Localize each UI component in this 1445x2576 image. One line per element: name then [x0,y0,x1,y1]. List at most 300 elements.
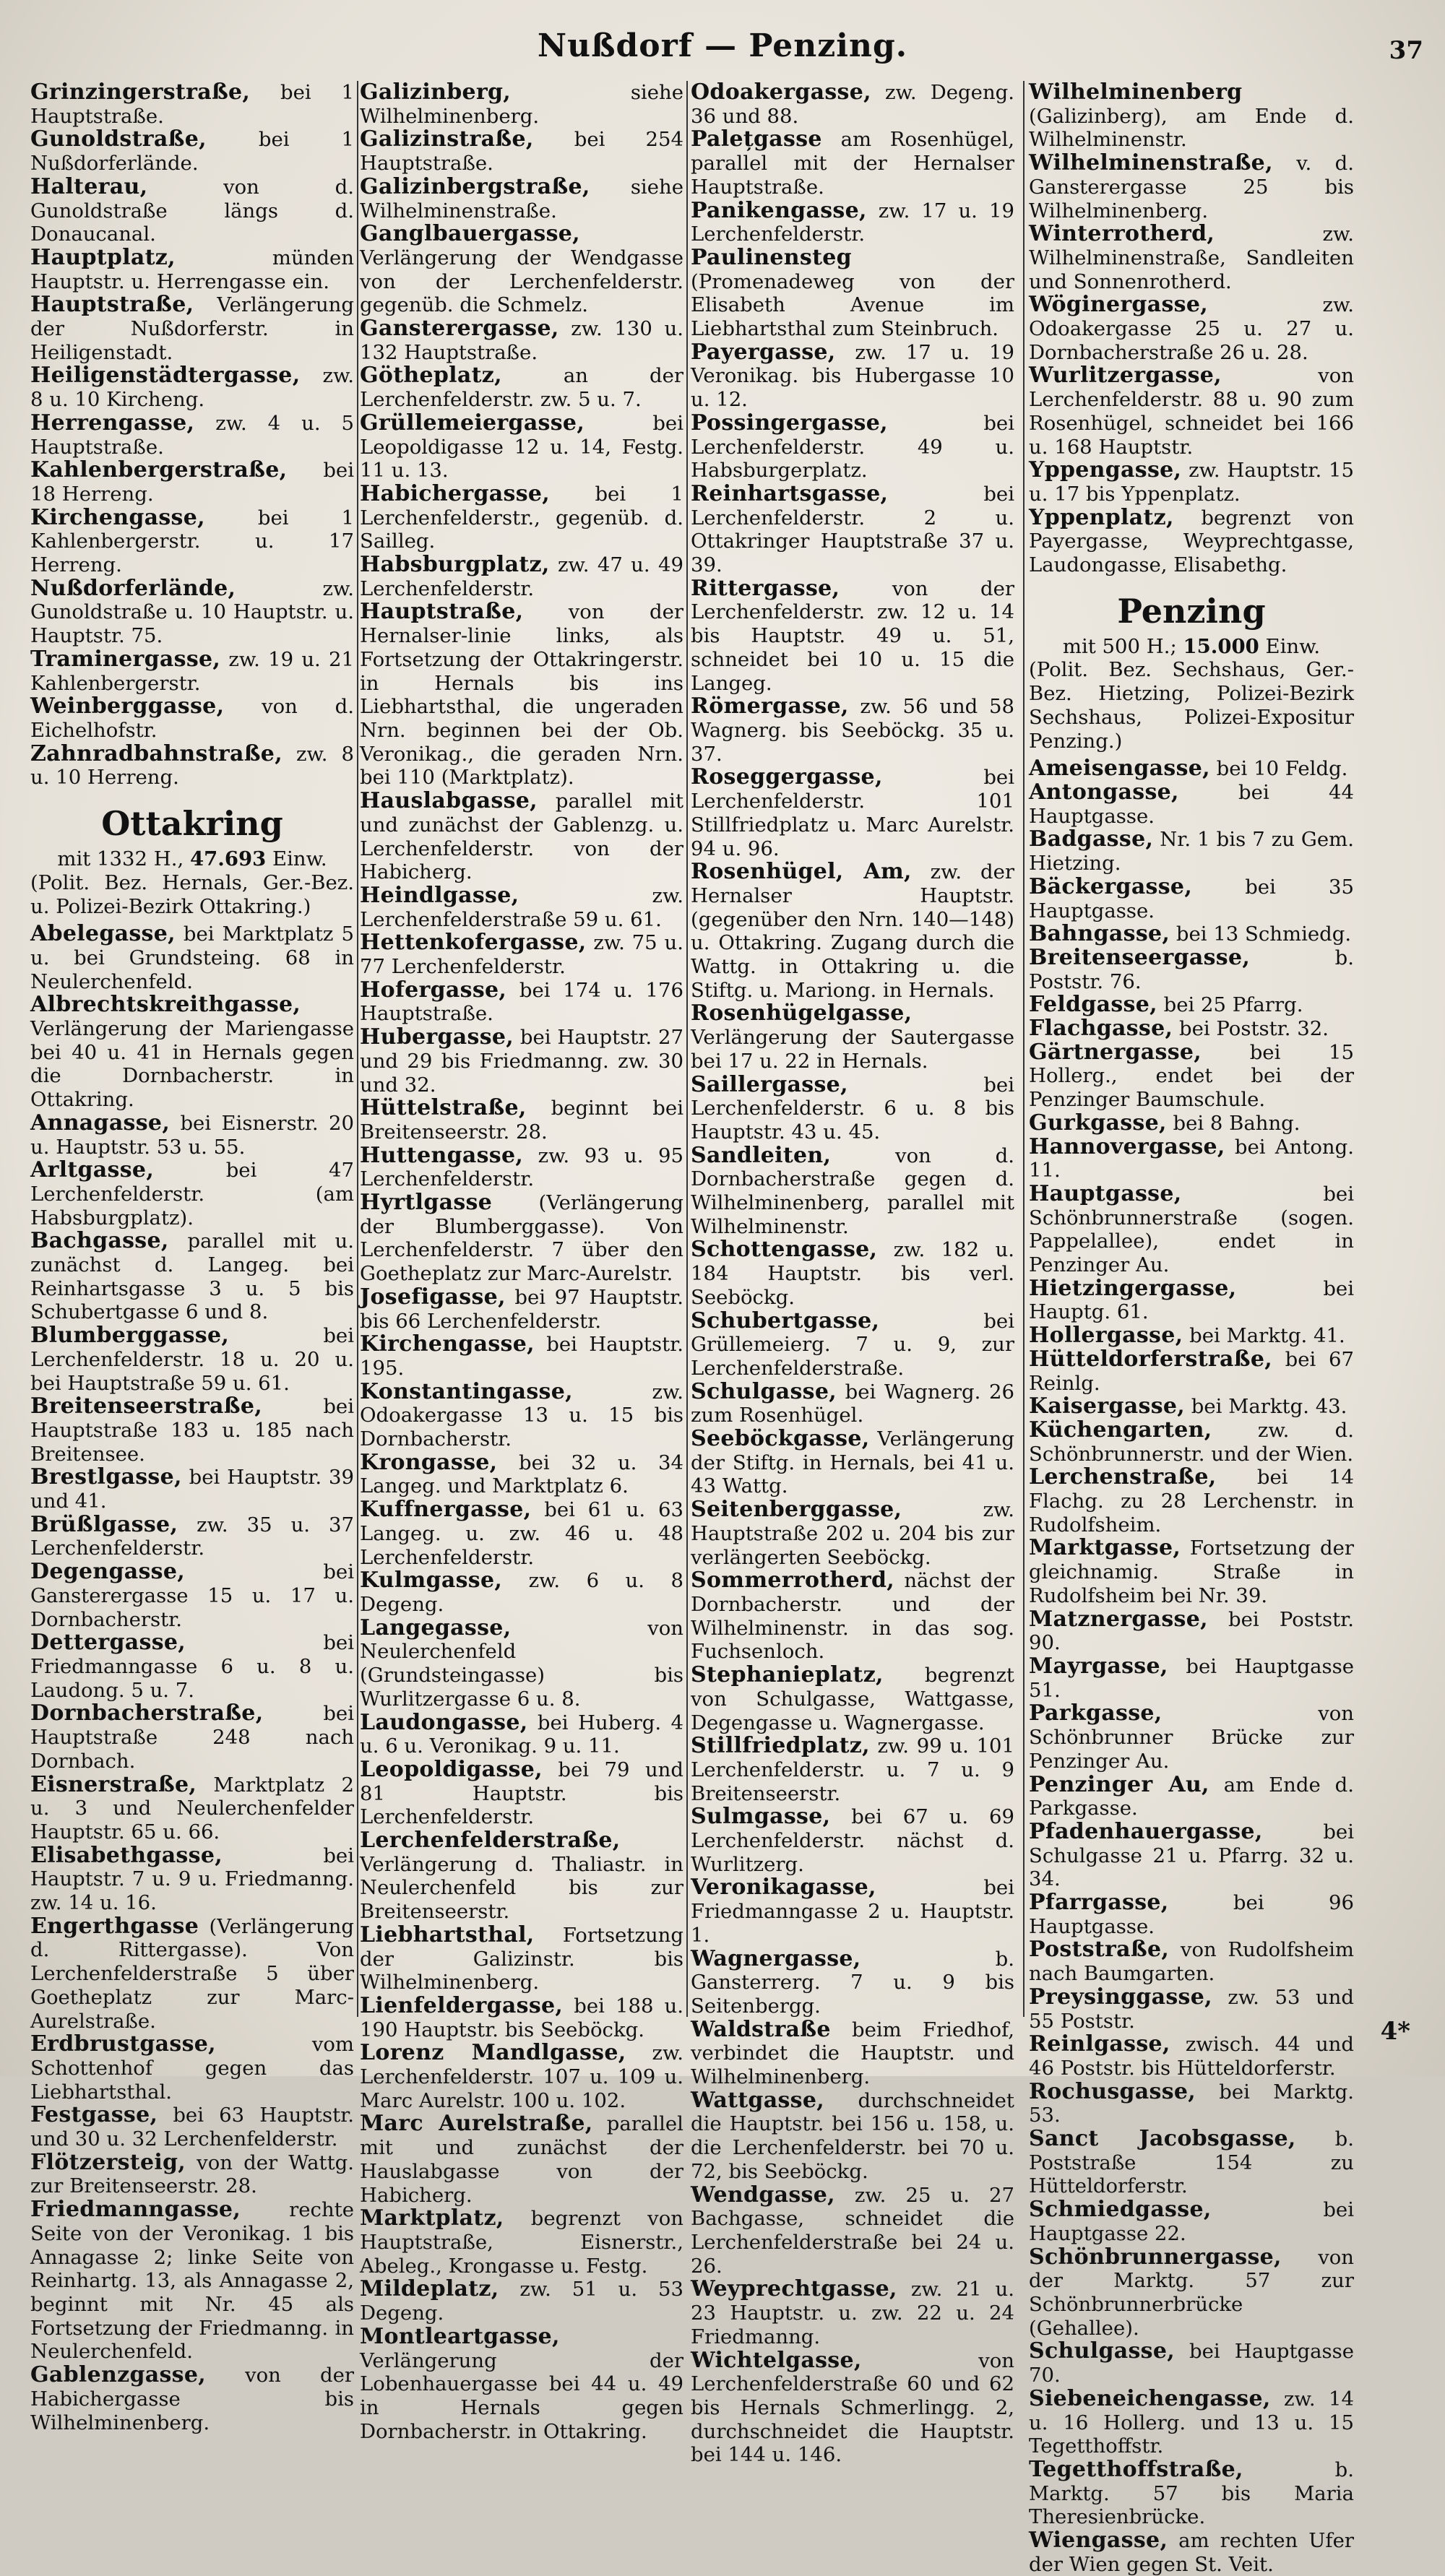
street-description: bei Eisnerstr. 20 u. Hauptstr. 53 u. 55. [30,1111,354,1159]
street-description: bei 188 u. 190 Hauptstr. bis Seeböckg. [360,1994,683,2041]
street-entry [360,1191,683,1286]
street-name: Waldstraße [691,2016,831,2042]
street-entry [1029,1324,1354,1348]
street-entry [30,1324,354,1395]
street-description: zw. Degeng. 36 und 88. [691,81,1014,128]
street-description: von d. Dornbacherstraße gegen d. Wilhelminenberg, parallel mit Wilhelminenstr. [691,1144,1014,1238]
street-name: Weinberggasse, [30,693,225,719]
street-description: beim Friedhof, verbindet die Hauptstr. und Wilhelminenberg. [691,2018,1014,2089]
street-entry [360,1333,683,1380]
street-entry [1029,1277,1354,1324]
street-description: bei 96 Hauptgasse. [1029,1891,1354,1938]
street-name: Feldgasse, [1029,992,1157,1018]
street-description: Verlängerung der Mariengasse bei 40 u. 41 in Hernals gegen die Dornbacherstr. in Ottakring. [30,1017,354,1112]
street-entry [360,2207,683,2278]
section-inhabitants: 47.693 [190,847,267,871]
street-entry [1029,1820,1354,1891]
street-name: Saillergasse, [691,1071,848,1097]
street-name: Paulinensteg [691,244,852,270]
street-name: Laudongasse, [360,1709,528,1735]
street-name: Wendgasse, [691,2182,835,2208]
street-entry [1029,2387,1354,2458]
street-description: von d. Eichelhofstr. [30,695,354,742]
street-name: Leopoldigasse, [360,1756,543,1782]
street-entry [691,2018,1014,2089]
street-name: Marktgasse, [1029,1535,1181,1561]
street-description: bei Lerchenfelderstr. 49 u. Habsburgerplatz. [691,411,1014,483]
street-description: am rechten Ufer der Wien gegen St. Veit. [1029,2529,1354,2576]
street-name: Schmiedgasse, [1029,2197,1212,2223]
street-description: bei Lerchenfelderstr. 101 Stillfriedplatz u. Marc Aurelstr. 94 u. 96. [691,766,1014,860]
street-entry [360,2325,683,2444]
street-description: bei 67 u. 69 Lerchenfelderstr. nächst d. Wurlitzerg. [691,1805,1014,1876]
street-description: von der Lerchenfelderstr. zw. 12 u. 14 bis Hauptstr. 49 u. 51, schneidet bei 10 u. 15 die Langeg. [691,576,1014,695]
street-description: zw. 56 und 58 Wagnerg. bis Seeböckg. 35 u. 37. [691,695,1014,766]
street-description: siehe Wilhelminenstraße. [360,175,683,222]
signature-mark: 4* [1380,2017,1410,2046]
section-houses: mit 500 H.; [1062,634,1183,658]
street-entry [1029,1608,1354,1655]
street-entry [360,173,683,222]
street-description: von der Marktg. 57 zur Schönbrunnerbrücke (Gehallee). [1029,2245,1354,2340]
street-description: b. Poststr. 76. [1029,946,1354,993]
street-entry [360,1097,683,1144]
street-entry [30,293,354,364]
street-description: b. Gansterrerg. 7 u. 9 bis Seitenbergg. [691,1947,1014,2018]
street-name: Bahngasse, [1029,921,1170,947]
street-entry [30,1466,354,1513]
street-entry [1029,506,1354,577]
street-description: bei 47 Lerchenfelderstr. (am Habsburgplatz). [30,1159,354,1229]
street-name: Hauptgasse, [1029,1180,1182,1206]
street-name: Payergasse, [691,339,836,365]
street-description: zw. 8 u. 10 Herreng. [30,742,354,790]
street-name: Eisnerstraße, [30,1771,197,1797]
street-description: durchschneidet die Hauptstr. bei 156 u. 158, u. die Lerchenfelderstr. bei 70 u. 72, bis Seeböckg. [691,2088,1014,2183]
street-description: zw. 93 u. 95 Lerchenfelderstr. [360,1144,683,1191]
street-entry [30,1112,354,1159]
street-name: Preysinggasse, [1029,1984,1212,2010]
street-name: Wagnergasse, [691,1945,861,1971]
street-description: bei Hauptg. 61. [1029,1276,1354,1324]
street-name: Hauptstraße, [360,599,524,625]
street-description: begrenzt von Hauptstraße, Eisnerstr., Abeleg., Krongasse u. Festg. [360,2207,683,2278]
street-description: bei Hauptgasse 51. [1029,1655,1354,1702]
street-name: Schulgasse, [691,1378,837,1404]
street-entry [1029,2080,1354,2127]
street-entry [360,553,683,600]
street-description: zw. 6 u. 8 Degeng. [360,1569,683,1616]
street-entry [691,766,1014,860]
street-description: zw. 47 u. 49 Lerchenfelderstr. [360,553,683,600]
street-description: Nr. 1 bis 7 zu Gem. Hietzing. [1029,828,1354,876]
street-entry [691,1238,1014,1309]
street-description: bei Poststr. 90. [1029,1607,1354,1655]
street-name: Herrengasse, [30,410,195,436]
street-description: Verlängerung der Sautergasse bei 17 u. 22 in Hernals. [691,1026,1014,1073]
street-name: Küchengarten, [1029,1417,1212,1443]
street-entry [360,2041,683,2112]
street-entry [1029,1655,1354,1702]
street-entry [1029,293,1354,364]
column-1 [30,79,354,2434]
street-name: Wurlitzergasse, [1029,363,1222,389]
street-entry [691,246,1014,341]
street-description: an der Lerchenfelderstr. zw. 5 u. 7. [360,364,683,412]
street-entry [1029,152,1354,222]
street-name: Friedmanngasse, [30,2197,241,2223]
street-description: zw. 17 u. 19 Veronikag. bis Hubergasse 10 u. 12. [691,340,1014,412]
street-name: Lerchenstraße, [1029,1464,1217,1490]
street-entry [360,1380,683,1451]
street-name: Marktplatz, [360,2205,504,2231]
street-description: zw. 51 u. 53 Degeng. [360,2278,683,2325]
street-entry [691,1734,1014,1805]
section-district-note: (Polit. Bez. Sechshaus, Ger.-Bez. Hietzing, Polizei-Bezirk Sechshaus, Polizei-Expositur Penzing.) [1029,658,1354,753]
street-name: Abelegasse, [30,921,176,947]
street-name: Winterrotherd, [1029,221,1215,247]
street-name: Blumberggasse, [30,1323,230,1349]
column-2 [360,79,683,2443]
street-description: bei Marktg. 41. [1183,1324,1345,1348]
street-entry [1029,1133,1354,1183]
street-description: zw. 8 u. 10 Kircheng. [30,364,354,412]
running-head: Nußdorf — Penzing. [537,27,908,64]
street-name: Stillfriedplatz, [691,1733,870,1759]
street-entry [691,128,1014,199]
street-name: Schubertgasse, [691,1308,880,1334]
street-description: parallel mit und zunächst der Gablenzg. u. Lerchenfelderstr. von der Habicherg. [360,790,683,884]
street-description: von der Wattg. zur Breitenseerstr. 28. [30,2151,354,2198]
street-entry [1029,1419,1354,1466]
street-description: bei 67 Reinlg. [1029,1347,1354,1395]
street-entry [1029,873,1354,922]
street-name: Possingergasse, [691,410,888,436]
street-entry [30,1513,354,1560]
street-description: parallel mit u. zunächst d. Langeg. bei Reinhartsgasse 3 u. 5 bis Schubertgasse 6 und 8. [30,1229,354,1324]
street-name: Seeböckgasse, [691,1426,870,1452]
street-name: Stephanieplatz, [691,1662,884,1688]
street-entry [30,2364,354,2434]
street-description: bei Gansterergasse 15 u. 17 u. Dornbacherstr. [30,1560,354,1631]
street-name: Arltgasse, [30,1157,155,1183]
street-name: Bäckergasse, [1029,873,1193,899]
street-description: bei 15 Hollerg., endet bei der Penzinger Baumschule. [1029,1040,1354,1112]
street-description: bei Schulgasse 21 u. Pfarrg. 32 u. 34. [1029,1820,1354,1891]
street-description: begrenzt von Schulgasse, Wattgasse, Degengasse u. Wagnergasse. [691,1664,1014,1734]
street-entry [1029,2529,1354,2576]
street-entry [691,81,1014,128]
street-description: bei 61 u. 63 Langeg. u. zw. 46 u. 48 Lerchenfelderstr. [360,1498,683,1569]
street-name: Kahlenbergerstraße, [30,457,288,483]
street-entry [1029,1773,1354,1820]
street-description: Marktplatz 2 u. 3 und Neulerchenfelder Hauptstr. 65 u. 66. [30,1773,354,1844]
street-description: zw. Hauptstr. 15 u. 17 bis Yppenplatz. [1029,459,1354,506]
street-name: Sommerrotherd, [691,1568,895,1594]
street-entry [1029,1938,1354,1985]
street-entry [360,790,683,884]
street-entry [1029,1180,1354,1277]
street-description: von Lerchenfelderstr. 88 u. 90 zum Rosenhügel, schneidet bei 166 u. 168 Hauptstr. [1029,364,1354,459]
street-name: Albrechtskreithgasse, [30,992,301,1018]
street-name: Heiligenstädtergasse, [30,363,301,389]
street-description: zw. Odoakergasse 25 u. 27 u. Dornbacherstraße 26 u. 28. [1029,293,1354,364]
street-name: Lienfeldergasse, [360,1992,564,2018]
street-entry [1029,993,1354,1017]
street-name: Hietzingergasse, [1029,1275,1237,1301]
street-description: zw. Lerchenfelderstr. 107 u. 109 u. Marc Aurelstr. 100 u. 102. [360,2041,683,2112]
street-name: Parkgasse, [1029,1700,1163,1726]
street-entry [360,317,683,364]
street-description: bei Friedmanngasse 2 u. Hauptstr. 1. [691,1876,1014,1947]
street-description: zwisch. 44 und 46 Poststr. bis Hütteldorferstr. [1029,2033,1354,2080]
street-description: Verlängerung der Wendgasse von der Lerchenfelderstr. gegenüb. die Schmelz. [360,246,683,317]
street-name: Yppengasse, [1029,457,1182,483]
street-description: bei Schönbrunnerstraße (sogen. Pappelallee), endet in Penzinger Au. [1029,1182,1354,1277]
street-name: Flötzersteig, [30,2149,186,2175]
street-description: von der Habichergasse bis Wilhelminenberg. [30,2364,354,2434]
street-entry [360,1758,683,1829]
street-description: bei 44 Hauptgasse. [1029,780,1354,828]
street-name: Reinlgasse, [1029,2031,1170,2057]
street-entry [30,577,354,648]
street-name: Galizinbergstraße, [360,173,590,199]
street-name: Sanct Jacobsgasse, [1029,2126,1296,2152]
street-entry [360,2112,683,2207]
street-entry [1029,222,1354,293]
street-description: bei 25 Pfarrg. [1157,993,1303,1017]
street-description: v. d. Gansterergasse 25 bis Wilhelminenberg. [1029,152,1354,222]
street-entry [691,2349,1014,2468]
street-description: Verlängerung der Lobenhauergasse bei 44 u. 49 in Hernals gegen Dornbacherstr. in Ottakring. [360,2348,683,2443]
street-name: Annagasse, [30,1110,171,1136]
street-name: Brestlgasse, [30,1464,182,1490]
street-name: Hofergasse, [360,977,507,1003]
street-name: Hettenkofergasse, [360,930,587,956]
street-description: zw. Hauptstraße 202 u. 204 bis zur verlängerten Seeböckg. [691,1498,1014,1569]
street-description: bei Hauptstr. 27 und 29 bis Friedmanng. zw. 30 und 32. [360,1026,683,1097]
street-entry [360,1994,683,2041]
street-entry [691,341,1014,412]
street-entry [360,480,683,553]
street-name: Hannovergasse, [1029,1133,1225,1159]
street-name: Ameisengasse, [1029,756,1210,782]
street-name: Palețgasse [691,126,822,152]
street-entry [30,173,354,246]
street-name: Gurkgasse, [1029,1110,1167,1136]
street-entry [30,1631,354,1702]
street-entry [691,1380,1014,1427]
street-description: von Rudolfsheim nach Baumgarten. [1029,1938,1354,1986]
street-entry [691,199,1014,246]
street-entry [30,2198,354,2364]
street-entry [691,1073,1014,1144]
street-description: von Schönbrunner Brücke zur Penzinger Au. [1029,1702,1354,1773]
street-name: Hubergasse, [360,1024,514,1050]
column-rule [357,81,358,2017]
street-name: Lorenz Mandlgasse, [360,2040,626,2066]
street-description: zw. 75 u. 77 Lerchenfelderstr. [360,931,683,979]
street-description: zw. 182 u. 184 Hauptstr. bis verl. Seeböckg. [691,1238,1014,1309]
street-name: Montleartgasse, [360,2323,560,2349]
street-entry [691,2278,1014,2348]
street-name: Panikengasse, [691,197,867,223]
street-entry [691,860,1014,1002]
street-entry [1029,1891,1354,1938]
street-description: von Lerchenfelderstraße 60 und 62 bis Hernals Schmerlingg. 2, durchschneidet die Hauptstr. bei 144 u. 146. [691,2348,1014,2467]
street-description: Verlängerung d. Thaliastr. in Neulerchenfeld bis zur Breitenseerstr. [360,1852,683,1924]
street-name: Breitenseerstraße, [30,1393,262,1419]
street-name: Römergasse, [691,693,849,719]
street-name: Dornbacherstraße, [30,1700,264,1726]
street-entry [360,979,683,1026]
street-entry [360,364,683,411]
street-name: Kirchengasse, [30,504,205,530]
street-description: zw. d. Schönbrunnerstr. und der Wien. [1029,1418,1354,1466]
street-description: von der Hernalser-linie links, als Fortsetzung der Ottakringerstr. in Hernals bis ins Liebhartsthal, die ungeraden Nrn. beginnen bei der Ob. Veronikag., die geraden Nrn. bei 110 (Marktplatz). [360,600,683,790]
street-entry [691,1002,1014,1073]
street-entry [30,1915,354,2033]
street-name: Pfadenhauergasse, [1029,1818,1263,1844]
street-entry [30,648,354,695]
street-description: bei Wagnerg. 26 zum Rosenhügel. [691,1380,1014,1427]
street-name: Antongasse, [1029,779,1179,805]
street-name: Schönbrunnergasse, [1029,2244,1282,2270]
street-description: zw. 21 u. 23 Hauptstr. u. zw. 22 u. 24 Friedmanng. [691,2278,1014,2348]
street-description: münden Hauptstr. u. Herrengasse ein. [30,246,354,293]
street-name: Hollergasse, [1029,1323,1183,1349]
street-entry [30,1844,354,1915]
street-name: Mildeplatz, [360,2276,499,2302]
street-description: zw. Wilhelminenstraße, Sandleiten und Sonnenrotherd. [1029,222,1354,293]
street-name: Sandleiten, [691,1142,832,1168]
street-description: von d. Gunoldstraße längs d. Donaucanal. [30,175,354,246]
street-name: Schottengasse, [691,1237,878,1263]
street-description: parallel mit und zunächst der Hauslabgasse von der Habicherg. [360,2112,683,2207]
street-entry [30,1159,354,1229]
section-title: Penzing [1117,591,1266,631]
street-entry [30,1560,354,1631]
street-description: begrenzt von Payergasse, Weyprechtgasse, Laudongasse, Elisabethg. [1029,506,1354,577]
street-entry [1029,922,1354,946]
street-description: zw. 19 u. 21 Kahlenbergerstr. [30,647,354,695]
street-entry [360,884,683,931]
street-description: bei 10 Feldg. [1209,757,1348,781]
street-entry [1029,757,1354,781]
street-entry [691,2184,1014,2278]
street-description: zw. Gunoldstraße u. 10 Hauptstr. u. Hauptstr. 75. [30,576,354,648]
street-entry [360,1829,683,1924]
street-description: zw. Lerchenfelderstraße 59 u. 61. [360,883,683,931]
section-population [1029,635,1354,659]
street-entry [360,222,683,317]
street-description: zw. 17 u. 19 Lerchenfelderstr. [691,199,1014,246]
street-description: zw. der Hernalser Hauptstr. (gegenüber den Nrn. 140—148) u. Ottakring. Zugang durch die Wattg. in Ottakring u. die Stiftg. u. Mariong. in Hernals. [691,860,1015,1002]
street-description: (Galizinberg), am Ende d. Wilhelminenstr. [1029,104,1354,152]
street-name: Heindlgasse, [360,882,519,908]
street-description: Fortsetzung der Galizinstr. bis Wilhelminenberg. [360,1923,683,1994]
street-name: Breitenseergasse, [1029,944,1251,970]
street-entry [691,1805,1014,1876]
street-description: bei 254 Hauptstraße. [360,128,683,176]
street-name: Reinhartsgasse, [691,480,889,506]
street-name: Rochusgasse, [1029,2078,1196,2104]
street-name: Wöginergasse, [1029,292,1208,318]
street-entry [691,1310,1014,1380]
street-entry [30,1702,354,1773]
street-entry [30,740,354,790]
street-description: bei 97 Hauptstr. bis 66 Lerchenfelderstr. [360,1285,683,1333]
street-description: bei 174 u. 176 Hauptstraße. [360,978,683,1026]
street-entry [30,128,354,175]
street-entry [30,993,354,1112]
street-name: Grinzingerstraße, [30,79,251,105]
street-description: rechte Seite von der Veronikag. 1 bis Annagasse 2; linke Seite von Reinhartg. 13, als Annagasse 2, beginnt mit Nr. 45 als Fortsetzung der Friedmanng. in Neulerchenfeld. [30,2198,354,2364]
street-name: Badgasse, [1029,826,1154,852]
section-district-note: (Polit. Bez. Hernals, Ger.-Bez. u. Polizei-Bezirk Ottakring.) [30,870,354,918]
street-description: bei Hauptstr. 39 und 41. [30,1466,354,1513]
street-name: Tegetthoffstraße, [1029,2456,1243,2482]
street-description: bei 1 Lerchenfelderstr., gegenüb. d. Sailleg. [360,482,683,553]
street-description: Verlängerung der Nußdorferstr. in Heiligenstadt. [30,293,354,364]
street-entry [360,1498,683,1569]
street-name: Hüttelstraße, [360,1095,527,1121]
street-entry [360,1569,683,1616]
street-description: bei Friedmanngasse 6 u. 8 u. Laudong. 5 u. 7. [30,1631,354,1702]
street-name: Wattgasse, [691,2087,824,2113]
street-description: bei 32 u. 34 Langeg. und Marktplatz 6. [360,1451,683,1498]
street-entry [1029,1041,1354,1112]
street-name: Hauptstraße, [30,292,194,318]
street-entry [1029,459,1354,506]
street-entry [360,2278,683,2325]
street-name: Langegasse, [360,1615,512,1641]
street-name: Galizinberg, [360,79,511,105]
street-description: vom Schottenhof gegen das Liebhartsthal. [30,2033,354,2104]
street-name: Lerchenfelderstraße, [360,1828,621,1854]
street-entry [30,2104,354,2151]
street-entry [360,1286,683,1333]
street-entry [691,1498,1014,1569]
street-name: Zahnradbahnstraße, [30,740,282,766]
street-name: Gärtnergasse, [1029,1039,1202,1065]
street-name: Degengasse, [30,1559,186,1585]
street-name: Bachgasse, [30,1228,169,1254]
street-entry [360,1026,683,1097]
street-entry [30,1395,354,1466]
street-name: Krongasse, [360,1449,498,1475]
street-entry [1029,2127,1354,2198]
street-description: bei 1 Kahlenbergerstr. u. 17 Herreng. [30,506,354,577]
street-entry [30,364,354,411]
street-description: beginnt bei Breitenseerstr. 28. [360,1097,683,1144]
street-entry [691,1876,1014,1947]
street-name: Wichtelgasse, [691,2347,862,2373]
street-name: Wiengasse, [1029,2528,1168,2554]
street-entry [30,1229,354,1324]
street-description: bei Lerchenfelderstr. 18 u. 20 u. bei Hauptstraße 59 u. 61. [30,1324,354,1395]
street-entry [360,1711,683,1758]
street-description: b. Marktg. 57 bis Maria Theresienbrücke. [1029,2458,1354,2529]
street-entry [360,1144,683,1191]
street-name: Kulmgasse, [360,1568,503,1594]
street-entry [691,695,1014,766]
street-name: Wilhelminenberg [1029,79,1243,105]
street-entry [30,2151,354,2198]
street-entry [30,459,354,506]
street-description: am Rosenhügel, parallel mit der Hernalser Hauptstraße. [691,128,1014,199]
street-description: bei 14 Flachg. zu 28 Lerchenstr. in Rudolfsheim. [1029,1466,1354,1536]
